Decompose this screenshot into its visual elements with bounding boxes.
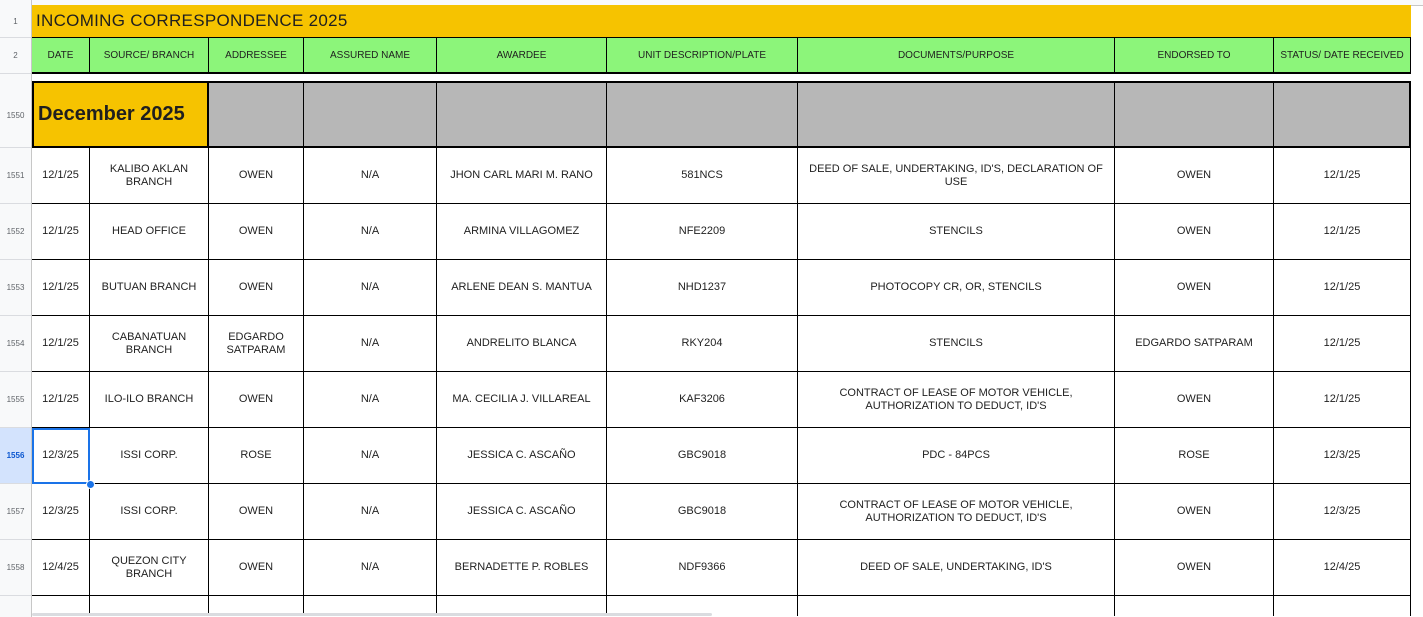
column-header-endorsed-to[interactable]: ENDORSED TO xyxy=(1115,38,1274,74)
cell-date[interactable]: 12/1/25 xyxy=(32,372,90,428)
cell-assured-name[interactable]: N/A xyxy=(304,540,437,596)
month-filler-cell[interactable] xyxy=(607,83,798,148)
cell-status-date-received[interactable]: 12/1/25 xyxy=(1274,372,1411,428)
month-filler-cell[interactable] xyxy=(304,83,437,148)
cell-documents-purpose[interactable]: CONTRACT OF LEASE OF MOTOR VEHICLE, AUTHORIZATION TO DEDUCT, ID'S xyxy=(798,372,1115,428)
month-filler-cell[interactable] xyxy=(1115,83,1274,148)
cell-endorsed-to[interactable]: OWEN xyxy=(1115,540,1274,596)
cell-source-branch[interactable]: ISSI CORP. xyxy=(90,484,209,540)
cell-assured-name[interactable]: N/A xyxy=(304,316,437,372)
cell-source-branch[interactable]: HEAD OFFICE xyxy=(90,204,209,260)
cell-addressee[interactable]: OWEN xyxy=(209,148,304,204)
selection-fill-handle[interactable] xyxy=(86,480,95,489)
row-number[interactable]: 1556 xyxy=(0,428,31,484)
cell-awardee[interactable]: ARLENE DEAN S. MANTUA xyxy=(437,260,607,316)
cell-awardee[interactable]: JHON CARL MARI M. RANO xyxy=(437,148,607,204)
cell-assured-name[interactable]: N/A xyxy=(304,260,437,316)
cell-date[interactable]: 12/1/25 xyxy=(32,260,90,316)
cell-assured-name[interactable]: N/A xyxy=(304,372,437,428)
column-header-source-branch[interactable]: SOURCE/ BRANCH xyxy=(90,38,209,74)
cell-endorsed-to[interactable]: ROSE xyxy=(1115,428,1274,484)
cell-awardee[interactable]: JESSICA C. ASCAÑO xyxy=(437,428,607,484)
cell-assured-name[interactable]: N/A xyxy=(304,148,437,204)
cell-awardee[interactable]: JESSICA C. ASCAÑO xyxy=(437,484,607,540)
cell-status-date-received[interactable]: 12/1/25 xyxy=(1274,316,1411,372)
cell-source-branch[interactable]: ISSI CORP. xyxy=(90,428,209,484)
cell-documents-purpose[interactable]: PHOTOCOPY CR, OR, STENCILS xyxy=(798,260,1115,316)
row-number[interactable]: 1552 xyxy=(0,204,31,260)
cell-addressee[interactable]: OWEN xyxy=(209,372,304,428)
row-number[interactable]: 1554 xyxy=(0,316,31,372)
cell-unit-description-plate[interactable]: 581NCS xyxy=(607,148,798,204)
cell-date[interactable]: 12/1/25 xyxy=(32,204,90,260)
sheet-title-cell[interactable]: INCOMING CORRESPONDENCE 2025 xyxy=(32,5,1411,38)
cell-unit-description-plate[interactable]: KAF3206 xyxy=(607,372,798,428)
row-number[interactable]: 1 xyxy=(0,5,31,38)
row-number[interactable]: 1553 xyxy=(0,260,31,316)
cell-status-date-received[interactable]: 12/1/25 xyxy=(1274,204,1411,260)
cell-source-branch[interactable]: ILO-ILO BRANCH xyxy=(90,372,209,428)
row-number[interactable]: 1555 xyxy=(0,372,31,428)
cell-source-branch[interactable]: KALIBO AKLAN BRANCH xyxy=(90,148,209,204)
horizontal-scrollbar[interactable] xyxy=(32,613,712,616)
cell-unit-description-plate[interactable]: NDF9366 xyxy=(607,540,798,596)
cell-endorsed-to[interactable]: OWEN xyxy=(1115,260,1274,316)
cell-documents-purpose[interactable]: PDC - 84PCS xyxy=(798,428,1115,484)
cell-awardee[interactable]: MA. CECILIA J. VILLAREAL xyxy=(437,372,607,428)
cell-documents-purpose[interactable]: DEED OF SALE, UNDERTAKING, ID'S xyxy=(798,540,1115,596)
cell-source-branch[interactable]: CABANATUAN BRANCH xyxy=(90,316,209,372)
cell-addressee[interactable]: OWEN xyxy=(209,484,304,540)
cell-status-date-received[interactable]: 12/1/25 xyxy=(1274,260,1411,316)
cell-endorsed-to[interactable]: OWEN xyxy=(1115,204,1274,260)
cell-partial[interactable] xyxy=(1115,596,1274,616)
cell-documents-purpose[interactable]: STENCILS xyxy=(798,316,1115,372)
cell-assured-name[interactable]: N/A xyxy=(304,484,437,540)
cell-unit-description-plate[interactable]: GBC9018 xyxy=(607,484,798,540)
cell-addressee[interactable]: OWEN xyxy=(209,260,304,316)
cell-source-branch[interactable]: BUTUAN BRANCH xyxy=(90,260,209,316)
month-filler-cell[interactable] xyxy=(798,83,1115,148)
cell-addressee[interactable]: OWEN xyxy=(209,540,304,596)
column-header-status-date-received[interactable]: STATUS/ DATE RECEIVED xyxy=(1274,38,1411,74)
cell-addressee[interactable]: OWEN xyxy=(209,204,304,260)
cell-date[interactable]: 12/3/25 xyxy=(32,484,90,540)
cell-addressee[interactable]: EDGARDO SATPARAM xyxy=(209,316,304,372)
cell-awardee[interactable]: BERNADETTE P. ROBLES xyxy=(437,540,607,596)
cell-date[interactable]: 12/4/25 xyxy=(32,540,90,596)
row-number[interactable]: 1551 xyxy=(0,148,31,204)
month-label-cell[interactable]: December 2025 xyxy=(32,83,209,148)
cell-date[interactable]: 12/1/25 xyxy=(32,316,90,372)
column-header-addressee[interactable]: ADDRESSEE xyxy=(209,38,304,74)
cell-documents-purpose[interactable]: DEED OF SALE, UNDERTAKING, ID'S, DECLARATION OF USE xyxy=(798,148,1115,204)
month-filler-cell[interactable] xyxy=(209,83,304,148)
cell-endorsed-to[interactable]: OWEN xyxy=(1115,372,1274,428)
cell-status-date-received[interactable]: 12/3/25 xyxy=(1274,484,1411,540)
cell-addressee[interactable]: ROSE xyxy=(209,428,304,484)
cell-date[interactable]: 12/3/25 xyxy=(32,428,90,484)
column-header-assured-name[interactable]: ASSURED NAME xyxy=(304,38,437,74)
column-header-date[interactable]: DATE xyxy=(32,38,90,74)
cell-partial[interactable] xyxy=(798,596,1115,616)
cell-unit-description-plate[interactable]: RKY204 xyxy=(607,316,798,372)
cell-documents-purpose[interactable]: CONTRACT OF LEASE OF MOTOR VEHICLE, AUTHORIZATION TO DEDUCT, ID'S xyxy=(798,484,1115,540)
row-number-gutter xyxy=(0,0,32,617)
column-header-documents-purpose[interactable]: DOCUMENTS/PURPOSE xyxy=(798,38,1115,74)
cell-source-branch[interactable]: QUEZON CITY BRANCH xyxy=(90,540,209,596)
column-header-awardee[interactable]: AWARDEE xyxy=(437,38,607,74)
cell-assured-name[interactable]: N/A xyxy=(304,204,437,260)
cell-endorsed-to[interactable]: EDGARDO SATPARAM xyxy=(1115,316,1274,372)
cell-awardee[interactable]: ANDRELITO BLANCA xyxy=(437,316,607,372)
month-filler-cell[interactable] xyxy=(1274,83,1411,148)
row-number[interactable]: 1550 xyxy=(0,83,31,148)
cell-awardee[interactable]: ARMINA VILLAGOMEZ xyxy=(437,204,607,260)
row-number[interactable]: 1557 xyxy=(0,484,31,540)
cell-unit-description-plate[interactable]: NFE2209 xyxy=(607,204,798,260)
cell-partial[interactable] xyxy=(1274,596,1411,616)
row-number[interactable]: 2 xyxy=(0,38,31,74)
cell-status-date-received[interactable]: 12/1/25 xyxy=(1274,148,1411,204)
row-number[interactable]: 1558 xyxy=(0,540,31,596)
cell-assured-name[interactable]: N/A xyxy=(304,428,437,484)
cell-status-date-received[interactable]: 12/4/25 xyxy=(1274,540,1411,596)
cell-status-date-received[interactable]: 12/3/25 xyxy=(1274,428,1411,484)
cell-unit-description-plate[interactable]: GBC9018 xyxy=(607,428,798,484)
cell-endorsed-to[interactable]: OWEN xyxy=(1115,484,1274,540)
cell-documents-purpose[interactable]: STENCILS xyxy=(798,204,1115,260)
cell-endorsed-to[interactable]: OWEN xyxy=(1115,148,1274,204)
hidden-rows-gap xyxy=(32,74,1411,83)
column-header-unit-description-plate[interactable]: UNIT DESCRIPTION/PLATE xyxy=(607,38,798,74)
month-filler-cell[interactable] xyxy=(437,83,607,148)
cell-unit-description-plate[interactable]: NHD1237 xyxy=(607,260,798,316)
cell-date[interactable]: 12/1/25 xyxy=(32,148,90,204)
